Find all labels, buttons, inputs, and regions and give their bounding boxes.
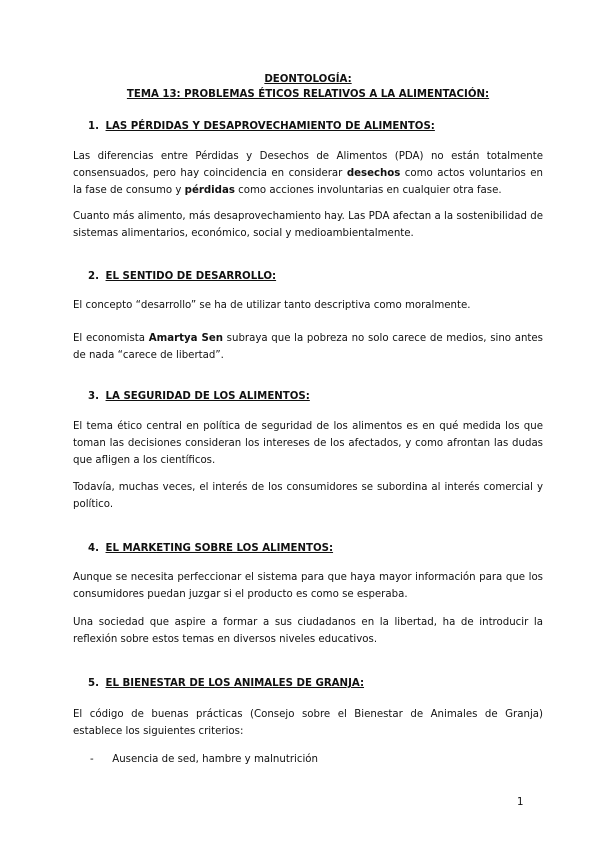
- paragraph: El código de buenas prácticas (Consejo sobre el Bienestar de Animales de Granja) establece los siguientes criterios:: [73, 709, 543, 737]
- text-run: como actos voluntarios en la fase de consumo y: [73, 168, 543, 196]
- section-title: LAS PÉRDIDAS Y DESAPROVECHAMIENTO DE ALIMENTOS:: [105, 121, 435, 132]
- text-run: Las diferencias entre Pérdidas y Desechos de Alimentos (PDA) no están totalmente consensuados, pero hay coincidencia en considerar: [73, 151, 543, 179]
- section-heading-5: [88, 677, 548, 691]
- document-subtitle: TEMA 13: PROBLEMAS ÉTICOS RELATIVOS A LA ALIMENTACIÓN:: [126, 89, 490, 100]
- paragraph: Cuanto más alimento, más desaprovechamiento hay. Las PDA afectan a la sostenibilidad de sistemas alimentarios, económico, social y medioambientalmente.: [73, 211, 543, 239]
- section-heading-1: [88, 120, 548, 134]
- paragraph: [73, 148, 543, 199]
- section-number: 3.: [88, 391, 99, 402]
- section-number: 5.: [88, 678, 99, 689]
- section-title: LA SEGURIDAD DE LOS ALIMENTOS:: [105, 391, 310, 402]
- text-run: como acciones involuntarias en cualquier otra fase.: [234, 185, 502, 196]
- document-title: DEONTOLOGÍA:: [264, 74, 352, 85]
- paragraph: Aunque se necesita perfeccionar el sistema para que haya mayor información para que los consumidores puedan juzgar si el producto es como se esperaba.: [73, 572, 543, 600]
- list-item-text: Ausencia de sed, hambre y malnutrición: [112, 754, 318, 765]
- section-heading-4: [88, 542, 548, 556]
- section-title: EL MARKETING SOBRE LOS ALIMENTOS:: [105, 543, 334, 554]
- section-number: 2.: [88, 271, 99, 282]
- bold-term: Amartya Sen: [148, 333, 223, 344]
- section-number: 1.: [88, 121, 99, 132]
- list-dash: -: [90, 754, 94, 765]
- paragraph: El concepto “desarrollo” se ha de utilizar tanto descriptiva como moralmente.: [73, 300, 471, 311]
- page-number: 1: [517, 797, 524, 808]
- section-heading-3: [88, 390, 548, 404]
- section-title: EL SENTIDO DE DESARROLLO:: [105, 271, 277, 282]
- section-number: 4.: [88, 543, 99, 554]
- bold-term: pérdidas: [184, 185, 235, 196]
- section-title: EL BIENESTAR DE LOS ANIMALES DE GRANJA:: [105, 678, 365, 689]
- text-run: subraya que la pobreza no solo carece de medios, sino antes de nada “carece de libertad”.: [73, 333, 543, 361]
- bold-term: desechos: [346, 168, 401, 179]
- paragraph: [73, 330, 543, 364]
- paragraph: Una sociedad que aspire a formar a sus ciudadanos en la libertad, ha de introducir la reflexión sobre estos temas en diversos niveles educativos.: [73, 617, 543, 645]
- text-run: El economista: [73, 333, 149, 344]
- paragraph: Todavía, muchas veces, el interés de los consumidores se subordina al interés comercial y político.: [73, 482, 543, 510]
- paragraph: El tema ético central en política de seguridad de los alimentos es en qué medida los que toman las decisiones consideran los intereses de los afectados, y como afrontan las dudas que afligen a los científicos.: [73, 421, 543, 466]
- list-item: [90, 751, 540, 768]
- section-heading-2: [88, 270, 548, 284]
